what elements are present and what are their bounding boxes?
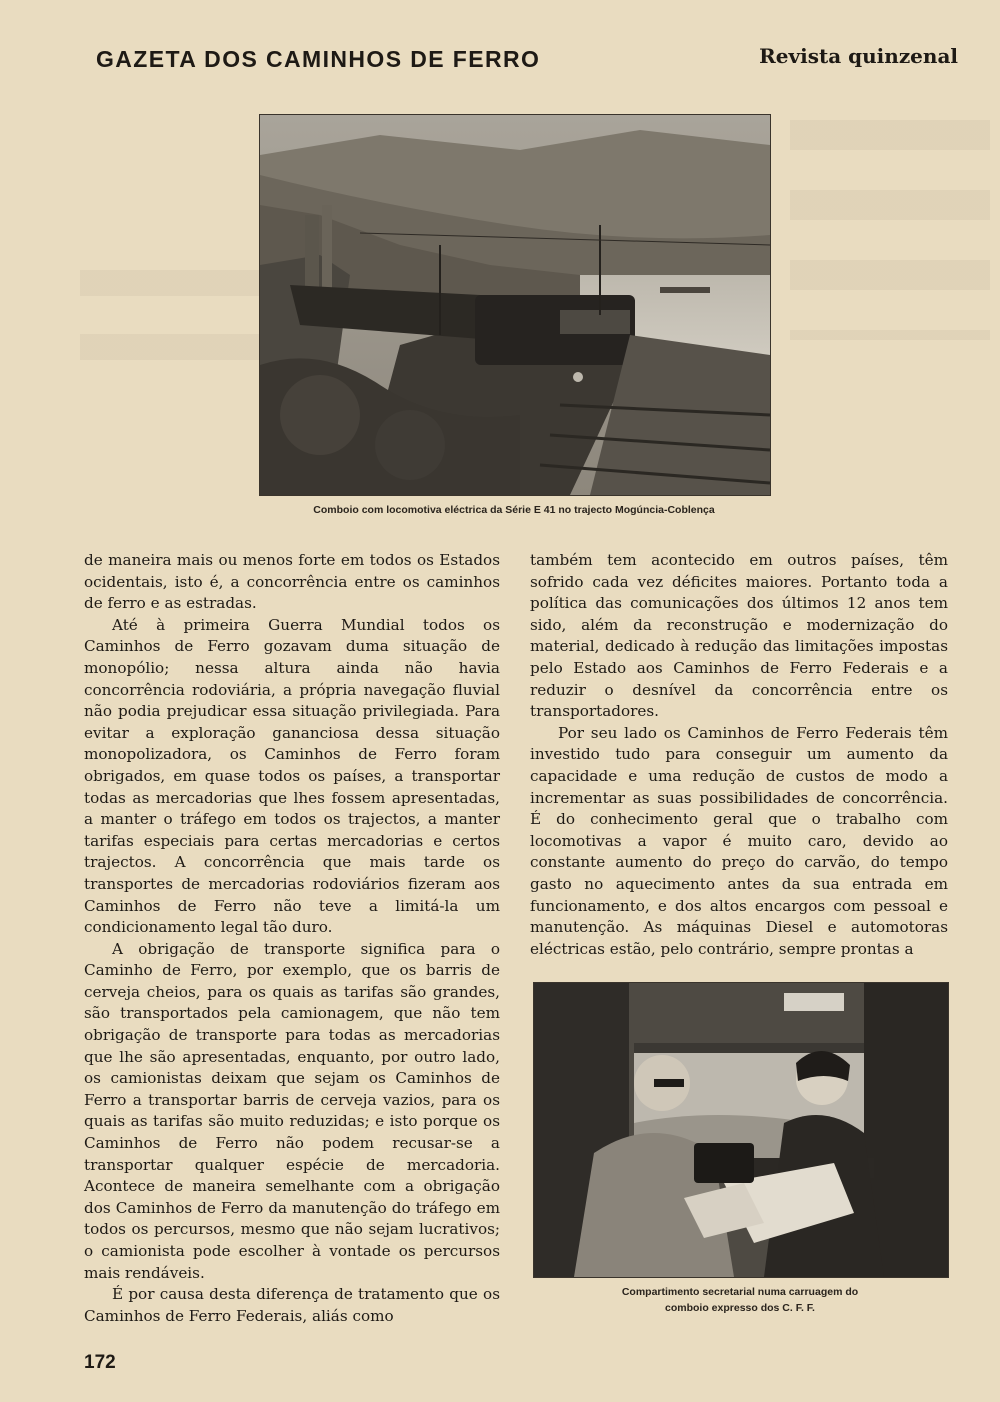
paragraph: de maneira mais ou menos forte em todos os Estados ocidentais, isto é, a concorrência entre os caminhos de ferro e as estradas. [84, 551, 500, 613]
train-photo-caption: Comboio com locomotiva eléctrica da Série E 41 no trajecto Mogúncia-Coblença [313, 504, 715, 516]
magazine-title: GAZETA DOS CAMINHOS DE FERRO [96, 46, 541, 72]
paragraph: A obrigação de transporte significa para o Caminho de Ferro, por exemplo, que os barris de cerveja cheios, para os quais as tarifas são grandes, são transportados pela camionagem, que não tem obrigação de transporte para todas as mercadorias que lhe são apresentadas, enquanto, por outro lado, os camionistas deixam que sejam os Caminhos de Ferro a transportar barris de cerveja vazios, para os quais as tarifas são muito reduzidas; e isto porque os Caminhos de Ferro não podem recusar-se a transportar qualquer espécie de mercadoria. Acontece de maneira semelhante com a obrigação dos Caminhos de Ferro da manutenção do tráfego em todos os percursos, mesmo que não sejam lucrativos; o camionista pode escolher à vontade os percursos mais rendáveis. [84, 939, 500, 1282]
bleed-through-band [80, 270, 260, 390]
bleed-through-band [790, 120, 990, 340]
train-photo-image [260, 115, 770, 495]
compartment-photo [533, 982, 949, 1278]
train-photo [259, 114, 771, 496]
right-column [530, 550, 948, 960]
paragraph: também tem acontecido em outros países, têm sofrido cada vez déficites maiores. Portanto toda a política das comunicações dos últimos 12 anos tem sido, além da reconstrução e modernização do material, dedicado à redução das limitações impostas pelo Estado aos Caminhos de Ferro Federais e a reduzir o desnível da concorrência entre os transportadores. [530, 551, 948, 721]
magazine-subtitle: Revista quinzenal [759, 44, 958, 68]
caption-line: comboio expresso dos C. F. F. [665, 1302, 815, 1314]
compartment-photo-image [534, 983, 948, 1277]
compartment-photo-caption [533, 1284, 947, 1316]
caption-line: Compartimento secretarial numa carruagem do [621, 1286, 859, 1298]
left-column [84, 550, 500, 1327]
paragraph: Até à primeira Guerra Mundial todos os Caminhos de Ferro gozavam duma situação de monopólio; nessa altura ainda não havia concorrência rodoviária, a própria navegação fluvial não podia prejudicar essa situação privilegiada. Para evitar a exploração gananciosa dessa situação monopolizadora, os Caminhos de Ferro foram obrigados, em quase todos os países, a transportar todas as mercadorias que lhes fossem apresentadas, a manter o tráfego em todos os trajectos, a manter tarifas especiais para certas mercadorias e certos trajectos. A concorrência que mais tarde os transportes de mercadorias rodoviários fizeram aos Caminhos de Ferro não teve a limitá-la um condicionamento legal tão duro. [84, 615, 500, 937]
page-number: 172 [84, 1352, 116, 1373]
paragraph: Por seu lado os Caminhos de Ferro Federais têm investido tudo para conseguir um aumento da capacidade e uma redução de custos de modo a incrementar as suas possibilidades de concorrência. É do conhecimento geral que o trabalho com locomotivas a vapor é muito caro, devido ao constante aumento do preço do carvão, do tempo gasto no aquecimento antes da sua entrada em funcionamento, e dos altos encargos com pessoal e manutenção. As máquinas Diesel e automotoras eléctricas estão, pelo contrário, sempre prontas a [530, 723, 948, 958]
paragraph: É por causa desta diferença de tratamento que os Caminhos de Ferro Federais, aliás como [84, 1285, 500, 1325]
